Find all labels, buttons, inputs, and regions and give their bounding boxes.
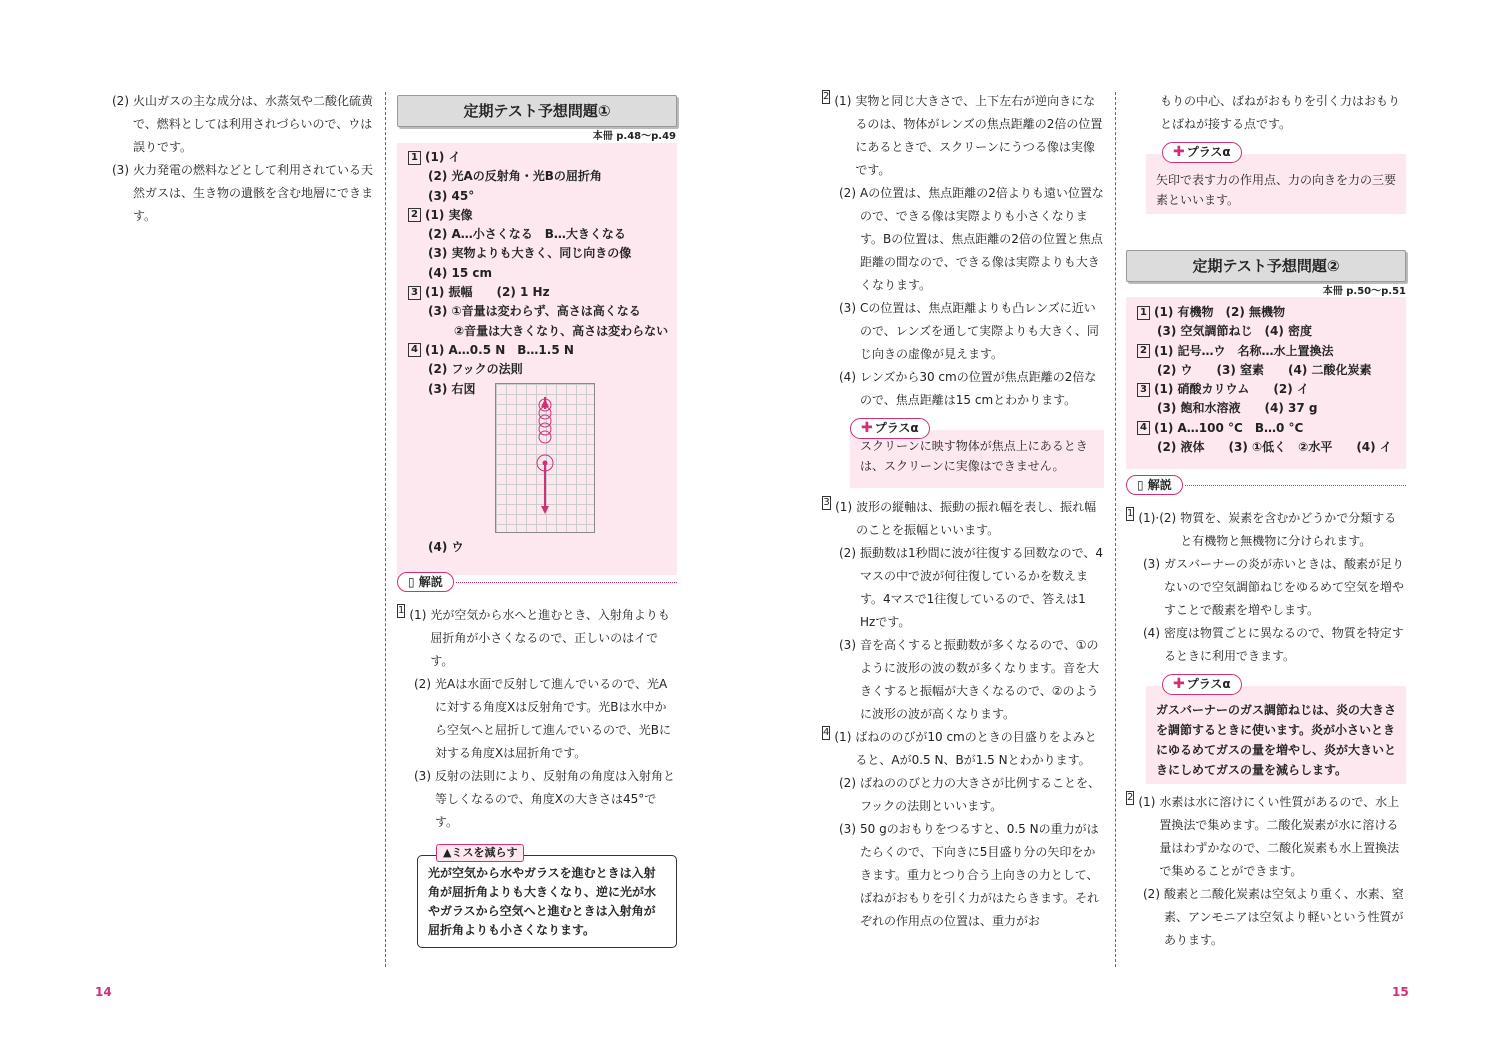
explain-item: (3) 音を高くすると振動数が多くなるので、①のように波形の波の数が多くなります。音を大きくすると振幅が大きくなるので、②のように波形の波が高くなります。 bbox=[839, 638, 1100, 721]
q-number-box: 1 bbox=[1137, 306, 1150, 320]
kaisetsu-dotted-line bbox=[456, 582, 677, 583]
explain-item: (3) 50 gのおもりをつるすと、0.5 Nの重力がはたらくので、下向きに5目盛り分の矢印をかきます。重力とつり合う上向きの力として、ばねがおもりを引く力がはたらきます。それぞれの作用点の位置は、重力がお bbox=[839, 822, 1100, 928]
plus-alpha-text: ガスバーナーのガス調節ねじは、炎の大きさを調節するときに使います。炎が小さいときにゆるめてガスの量を増やし、炎が大きいときにしめてガスの量を減らします。 bbox=[1146, 686, 1406, 784]
test2-answers: 1 (1) 有機物 (2) 無機物 (3) 空気調節ねじ (4) 密度 2 (1) 記号…ウ 名称…水上置換法 (2) ウ (3) 窒素 (4) 二酸化炭素 3 (1) 硝酸カリウム (2) イ (3) 飽和水溶液 (4) 37 g 4 (1) A…100 °C B…0 °C (2) 液体 (3) ①低く ②水平 (4) イ bbox=[1137, 303, 1405, 457]
test2-ref: 本冊 p.50〜p.51 bbox=[1322, 286, 1406, 297]
explain-item: (3) 反射の法則により、反射角の角度は入射角と等しくなるので、角度Xの大きさは45°です。 bbox=[414, 769, 676, 829]
p15-col2-top: もりの中心、ばねがおもりを引く力はおもりとばねが接する点です。 bbox=[1160, 94, 1401, 131]
miss-label: ▲ミスを減らす bbox=[436, 844, 524, 862]
explain-item: (2) 光Aは水面で反射して進んでいるので、光Aに対する角度Xは反射角です。光Bは水中から空気へと屈折して進んでいるので、光Bに対する角度Xは屈折角です。 bbox=[414, 677, 671, 760]
test1-title: 定期テスト予想問題① bbox=[397, 95, 677, 127]
explain2-column bbox=[1126, 507, 1406, 668]
plus-alpha-box bbox=[850, 418, 1104, 488]
p15-col1 bbox=[822, 90, 1104, 412]
kaisetsu-header bbox=[397, 572, 677, 592]
explain1-column bbox=[397, 604, 677, 834]
explain-item: 2 (1) 水素は水に溶けにくい性質があるので、水上置換法で集めます。二酸化炭素が水に溶ける量はわずかなので、二酸化炭素も水上置換法で集めることができます。 bbox=[1127, 792, 1400, 878]
intro-item: (3) 火力発電の燃料などとして利用されている天然ガスは、生き物の遺骸を含む地層にできます。 bbox=[112, 163, 374, 223]
test1-answers: 1 (1) イ (2) 光Aの反射角・光Bの屈折角 (3) 45° 2 (1) 実像 (2) A…小さくなる B…大きくなる (3) 実物よりも大きく、同じ向きの像 (4) 15 cm 3 (1) 振幅 (2) 1 Hz (3) ①音量は変わらず、高さは高くなる ②音量は大きくなり、高さは変わらない 4 (1) A…0.5 N B…1.5 N (2) フックの法則 (3) 右図 bbox=[408, 148, 676, 399]
kaisetsu-header bbox=[1126, 475, 1406, 495]
plus-alpha-label: ✚ プラスα bbox=[1162, 674, 1242, 695]
page-number-right: 15 bbox=[1392, 985, 1409, 999]
plus-alpha-box bbox=[1146, 674, 1406, 784]
explain-item: 1 (1)·(2) 物質を、炭素を含むかどうかで分類すると有機物と無機物に分けられます。 bbox=[1127, 508, 1397, 548]
p15-col1b bbox=[822, 496, 1104, 933]
explain-item: 3 (1) 波形の縦軸は、振動の振れ幅を表し、振れ幅のことを振幅といいます。 bbox=[823, 497, 1097, 537]
q-number-box: 2 bbox=[1137, 344, 1150, 358]
explain3-column bbox=[1126, 791, 1406, 952]
explain-item: (3) Cの位置は、焦点距離よりも凸レンズに近いので、レンズを通して実際よりも大きく、同じ向きの虚像が見えます。 bbox=[839, 301, 1099, 361]
explain-item: 4 (1) ばねののびが10 cmのときの目盛りをよみとると、Aが0.5 N、Bが1.5 Nとわかります。 bbox=[823, 727, 1097, 767]
plus-alpha-label: ✚ プラスα bbox=[1162, 142, 1242, 163]
divider-line bbox=[385, 92, 386, 967]
kaisetsu-label: ▯ 解説 bbox=[397, 572, 454, 592]
miss-box bbox=[417, 846, 677, 948]
test1-answer-q4-4: (4) ウ bbox=[428, 540, 464, 554]
q-number-box: 4 bbox=[1137, 421, 1150, 435]
divider-line bbox=[1115, 92, 1116, 967]
force-diagram bbox=[495, 383, 595, 533]
q-number-box: 3 bbox=[1137, 383, 1150, 397]
plus-alpha-label: ✚ プラスα bbox=[850, 418, 930, 439]
plus-icon: ✚ bbox=[861, 420, 873, 436]
explain-item: (4) レンズから30 cmの位置が焦点距離の2倍なので、焦点距離は15 cmとわかります。 bbox=[839, 370, 1097, 407]
q-number-box: 2 bbox=[408, 208, 421, 222]
intro-item: (2) 火山ガスの主な成分は、水蒸気や二酸化硫黄で、燃料としては利用されづらいので、ウは誤りです。 bbox=[112, 94, 374, 154]
explain-item: (3) ガスバーナーの炎が赤いときは、酸素が足りないので空気調節ねじをゆるめて空気を増やすことで酸素を増やします。 bbox=[1143, 557, 1405, 617]
explain-item: (4) 密度は物質ごとに異なるので、物質を特定するときに利用できます。 bbox=[1143, 626, 1404, 663]
test2-title: 定期テスト予想問題② bbox=[1126, 250, 1406, 282]
explain-item: 2 (1) 実物と同じ大きさで、上下左右が逆向きになるのは、物体がレンズの焦点距離の2倍の位置にあるときで、スクリーンにうつる像は実像です。 bbox=[823, 91, 1103, 177]
explain-item: (2) 振動数は1秒間に波が往復する回数なので、4マスの中で波が何往復しているかを数えます。4マスで1往復しているので、答えは1 Hzです。 bbox=[839, 546, 1104, 629]
kaisetsu-label: ▯ 解説 bbox=[1126, 475, 1183, 495]
explain-item: (2) Aの位置は、焦点距離の2倍よりも遠い位置なので、できる像は実際よりも小さくなります。Bの位置は、焦点距離の2倍の位置と焦点距離の間なので、できる像は実際よりも大きくなります。 bbox=[839, 186, 1104, 292]
q-number-box: 1 bbox=[408, 151, 421, 165]
explain-item: (2) 酸素と二酸化炭素は空気より重く、水素、窒素、アンモニアは空気より軽いという性質があります。 bbox=[1143, 887, 1404, 947]
q-number-box: 3 bbox=[408, 286, 421, 300]
plus-icon: ✚ bbox=[1173, 676, 1185, 692]
test1-ref: 本冊 p.48〜p.49 bbox=[592, 131, 676, 142]
q-number-box: 4 bbox=[408, 343, 421, 357]
page-number-left: 14 bbox=[95, 985, 112, 999]
explain-item: (2) ばねののびと力の大きさが比例することを、フックの法則といいます。 bbox=[839, 776, 1101, 813]
explain-item: 1 (1) 光が空気から水へと進むとき、入射角よりも屈折角が小さくなるので、正しいのはイです。 bbox=[398, 605, 670, 668]
plus-alpha-text: スクリーンに映す物体が焦点上にあるときは、スクリーンに実像はできません。 bbox=[850, 430, 1104, 488]
intro-column bbox=[112, 90, 374, 228]
kaisetsu-dotted-line bbox=[1185, 485, 1406, 486]
miss-text: 光が空気から水やガラスを進むときは入射角が屈折角よりも大きくなり、逆に光が水やガラスから空気へと進むときは入射角が屈折角よりも小さくなります。 bbox=[428, 866, 657, 937]
plus-alpha-box bbox=[1146, 142, 1406, 214]
plus-icon: ✚ bbox=[1173, 144, 1185, 160]
plus-alpha-text: 矢印で表す力の作用点、力の向きを力の三要素といいます。 bbox=[1146, 154, 1406, 214]
